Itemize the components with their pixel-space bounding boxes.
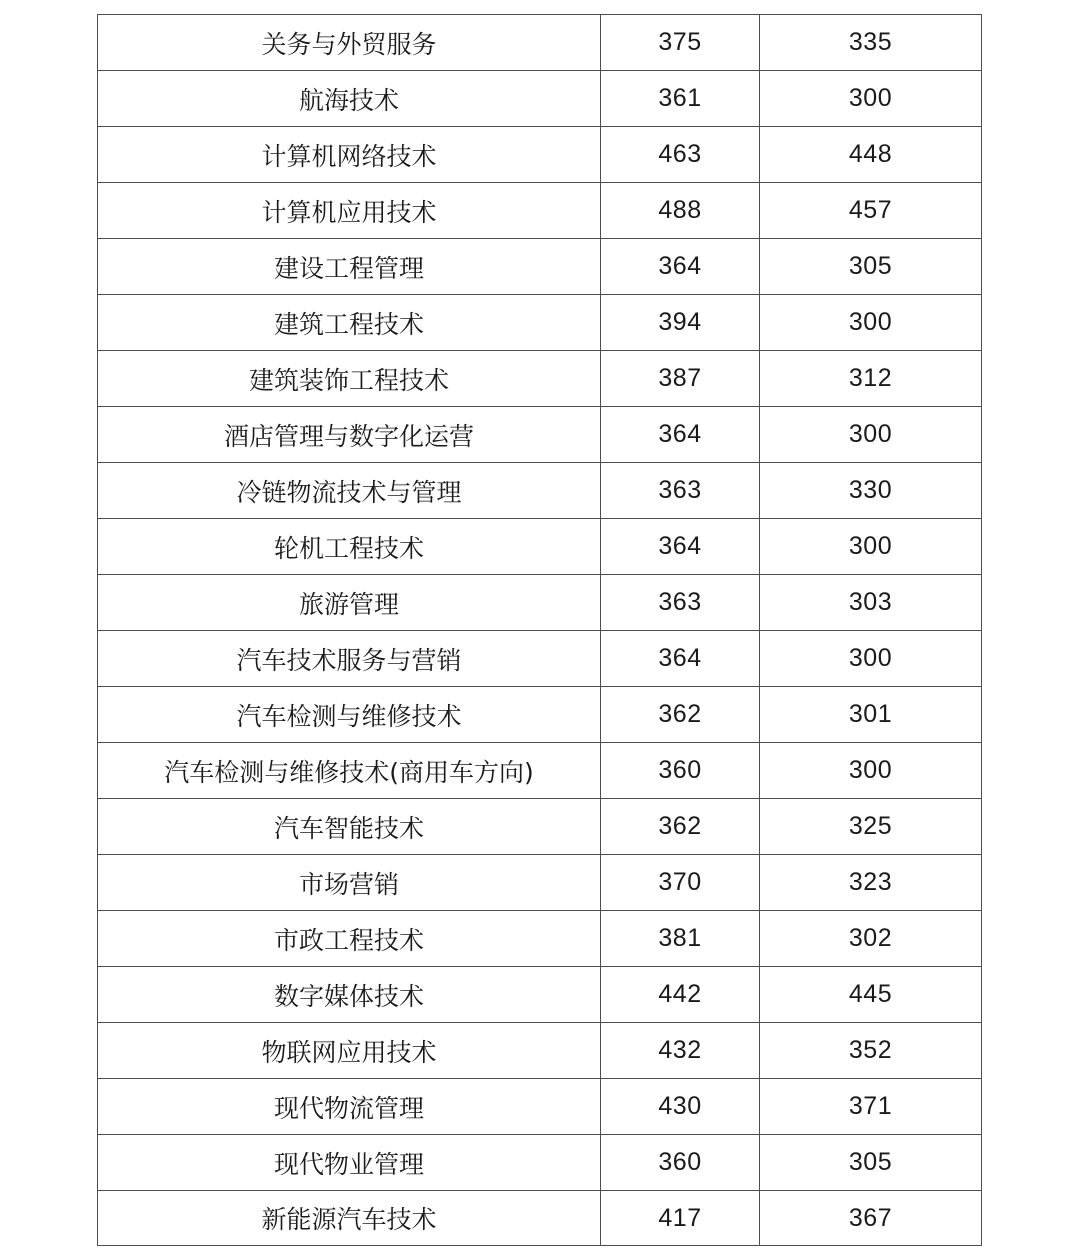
score-b-cell: 335	[760, 15, 982, 71]
major-name-cell: 市场营销	[98, 855, 601, 911]
score-a-cell: 362	[601, 799, 760, 855]
score-b-cell: 330	[760, 463, 982, 519]
table-row	[98, 351, 982, 407]
score-a-cell: 362	[601, 687, 760, 743]
table-row	[98, 183, 982, 239]
table-row	[98, 127, 982, 183]
score-a-cell: 361	[601, 71, 760, 127]
score-b-cell: 352	[760, 1023, 982, 1079]
score-b-cell: 302	[760, 911, 982, 967]
score-a-cell: 394	[601, 295, 760, 351]
table-row	[98, 855, 982, 911]
major-name-cell: 建设工程管理	[98, 239, 601, 295]
table-row	[98, 239, 982, 295]
table-row	[98, 687, 982, 743]
score-b-cell: 300	[760, 631, 982, 687]
score-b-cell: 301	[760, 687, 982, 743]
score-table	[97, 14, 982, 1246]
major-name-cell: 冷链物流技术与管理	[98, 463, 601, 519]
major-name-cell: 轮机工程技术	[98, 519, 601, 575]
table-row	[98, 911, 982, 967]
score-a-cell: 432	[601, 1023, 760, 1079]
major-name-cell: 计算机应用技术	[98, 183, 601, 239]
score-a-cell: 364	[601, 407, 760, 463]
table-row	[98, 519, 982, 575]
score-b-cell: 300	[760, 743, 982, 799]
major-name-cell: 旅游管理	[98, 575, 601, 631]
score-b-cell: 325	[760, 799, 982, 855]
score-b-cell: 448	[760, 127, 982, 183]
major-name-cell: 建筑装饰工程技术	[98, 351, 601, 407]
major-name-cell: 汽车检测与维修技术	[98, 687, 601, 743]
score-b-cell: 300	[760, 407, 982, 463]
score-b-cell: 300	[760, 519, 982, 575]
score-a-cell: 430	[601, 1079, 760, 1135]
score-b-cell: 300	[760, 295, 982, 351]
score-b-cell: 305	[760, 239, 982, 295]
major-name-cell: 汽车智能技术	[98, 799, 601, 855]
score-b-cell: 367	[760, 1191, 982, 1246]
table-row	[98, 967, 982, 1023]
score-b-cell: 371	[760, 1079, 982, 1135]
score-a-cell: 360	[601, 1135, 760, 1191]
table-row	[98, 1079, 982, 1135]
major-name-cell: 现代物流管理	[98, 1079, 601, 1135]
major-name-cell: 市政工程技术	[98, 911, 601, 967]
major-name-cell: 航海技术	[98, 71, 601, 127]
score-a-cell: 375	[601, 15, 760, 71]
score-a-cell: 364	[601, 631, 760, 687]
major-name-cell: 物联网应用技术	[98, 1023, 601, 1079]
score-b-cell: 457	[760, 183, 982, 239]
table-row	[98, 71, 982, 127]
table-row	[98, 295, 982, 351]
score-b-cell: 323	[760, 855, 982, 911]
major-name-cell: 现代物业管理	[98, 1135, 601, 1191]
table-row	[98, 799, 982, 855]
major-name-cell: 汽车检测与维修技术(商用车方向)	[98, 743, 601, 799]
score-a-cell: 463	[601, 127, 760, 183]
major-name-cell: 计算机网络技术	[98, 127, 601, 183]
score-a-cell: 488	[601, 183, 760, 239]
score-a-cell: 370	[601, 855, 760, 911]
score-b-cell: 303	[760, 575, 982, 631]
table-row	[98, 407, 982, 463]
table-row	[98, 15, 982, 71]
score-b-cell: 300	[760, 71, 982, 127]
major-name-cell: 新能源汽车技术	[98, 1191, 601, 1246]
score-a-cell: 442	[601, 967, 760, 1023]
major-name-cell: 数字媒体技术	[98, 967, 601, 1023]
table-row	[98, 1135, 982, 1191]
score-b-cell: 312	[760, 351, 982, 407]
score-a-cell: 417	[601, 1191, 760, 1246]
table-row	[98, 463, 982, 519]
major-name-cell: 关务与外贸服务	[98, 15, 601, 71]
score-a-cell: 360	[601, 743, 760, 799]
score-a-cell: 364	[601, 239, 760, 295]
major-name-cell: 酒店管理与数字化运营	[98, 407, 601, 463]
table-body	[98, 15, 982, 1246]
major-name-cell: 建筑工程技术	[98, 295, 601, 351]
score-a-cell: 364	[601, 519, 760, 575]
table-row	[98, 631, 982, 687]
score-a-cell: 363	[601, 463, 760, 519]
major-name-cell: 汽车技术服务与营销	[98, 631, 601, 687]
table-row	[98, 575, 982, 631]
table-row	[98, 1023, 982, 1079]
table-row	[98, 743, 982, 799]
table-row	[98, 1191, 982, 1246]
score-b-cell: 305	[760, 1135, 982, 1191]
score-a-cell: 381	[601, 911, 760, 967]
score-b-cell: 445	[760, 967, 982, 1023]
score-a-cell: 387	[601, 351, 760, 407]
score-a-cell: 363	[601, 575, 760, 631]
